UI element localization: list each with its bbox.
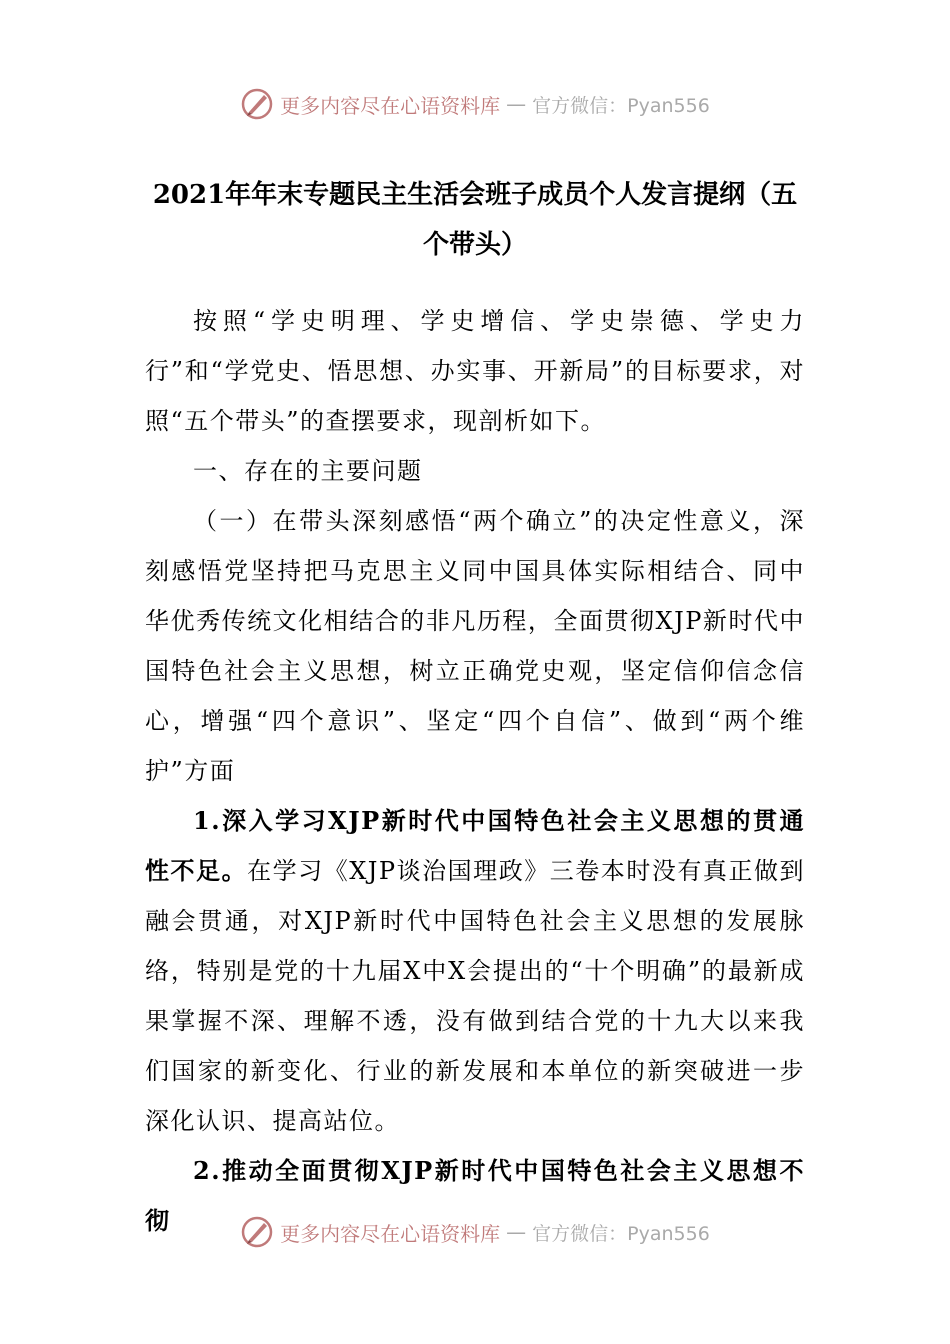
section-heading-problems: 一、存在的主要问题 [193, 457, 423, 485]
item-1-heading: 1.深入学习XJP新时代中国特色社会主义思想的贯通性不足。 [145, 806, 805, 885]
watermark-site-text: 更多内容尽在心语资料库 [280, 93, 501, 118]
item-1-text: 在学习《XJP谈治国理政》三卷本时没有真正做到融会贯通，对XJP新时代中国特色社会主义思想的发展脉络，特别是党的十九届X中X会提出的“十个明确”的最新成果掌握不深、理解不透，没有做到结合党的十九大以来我们国家的新变化、行业的新发展和本单位的新突破进一步深化认识、提高站位。 [145, 857, 805, 1135]
pen-logo-icon [240, 87, 274, 121]
watermark-dash: — [506, 1220, 527, 1244]
intro-paragraph: 按照“学史明理、学史增信、学史崇德、学史力行”和“学党史、悟思想、办实事、开新局”的目标要求，对照“五个带头”的查摆要求，现剖析如下。 [145, 307, 805, 435]
document-body [145, 296, 805, 1246]
watermark-dash: — [506, 92, 527, 116]
watermark-footer [0, 1212, 950, 1252]
document-title: 2021年年末专题民主生活会班子成员个人发言提纲（五个带头） [152, 180, 798, 260]
subsection-paragraph: （一）在带头深刻感悟“两个确立”的决定性意义，深刻感悟党坚持把马克思主义同中国具体实际相结合、同中华优秀传统文化相结合的非凡历程，全面贯彻XJP新时代中国特色社会主义思想，树立正确党史观，坚定信仰信念信心，增强“四个意识”、坚定“四个自信”、做到“两个维护”方面 [145, 507, 805, 785]
pen-logo-icon [240, 1215, 274, 1249]
item-1-paragraph [145, 796, 805, 1146]
item-2-heading: 2.推动全面贯彻XJP新时代中国特色社会主义思想不彻 [145, 1156, 805, 1235]
watermark-site-text: 更多内容尽在心语资料库 [280, 1221, 501, 1246]
watermark-contact-text: 官方微信：Pyan556 [532, 94, 710, 117]
watermark-contact-text: 官方微信：Pyan556 [532, 1222, 710, 1245]
watermark-header [0, 84, 950, 124]
